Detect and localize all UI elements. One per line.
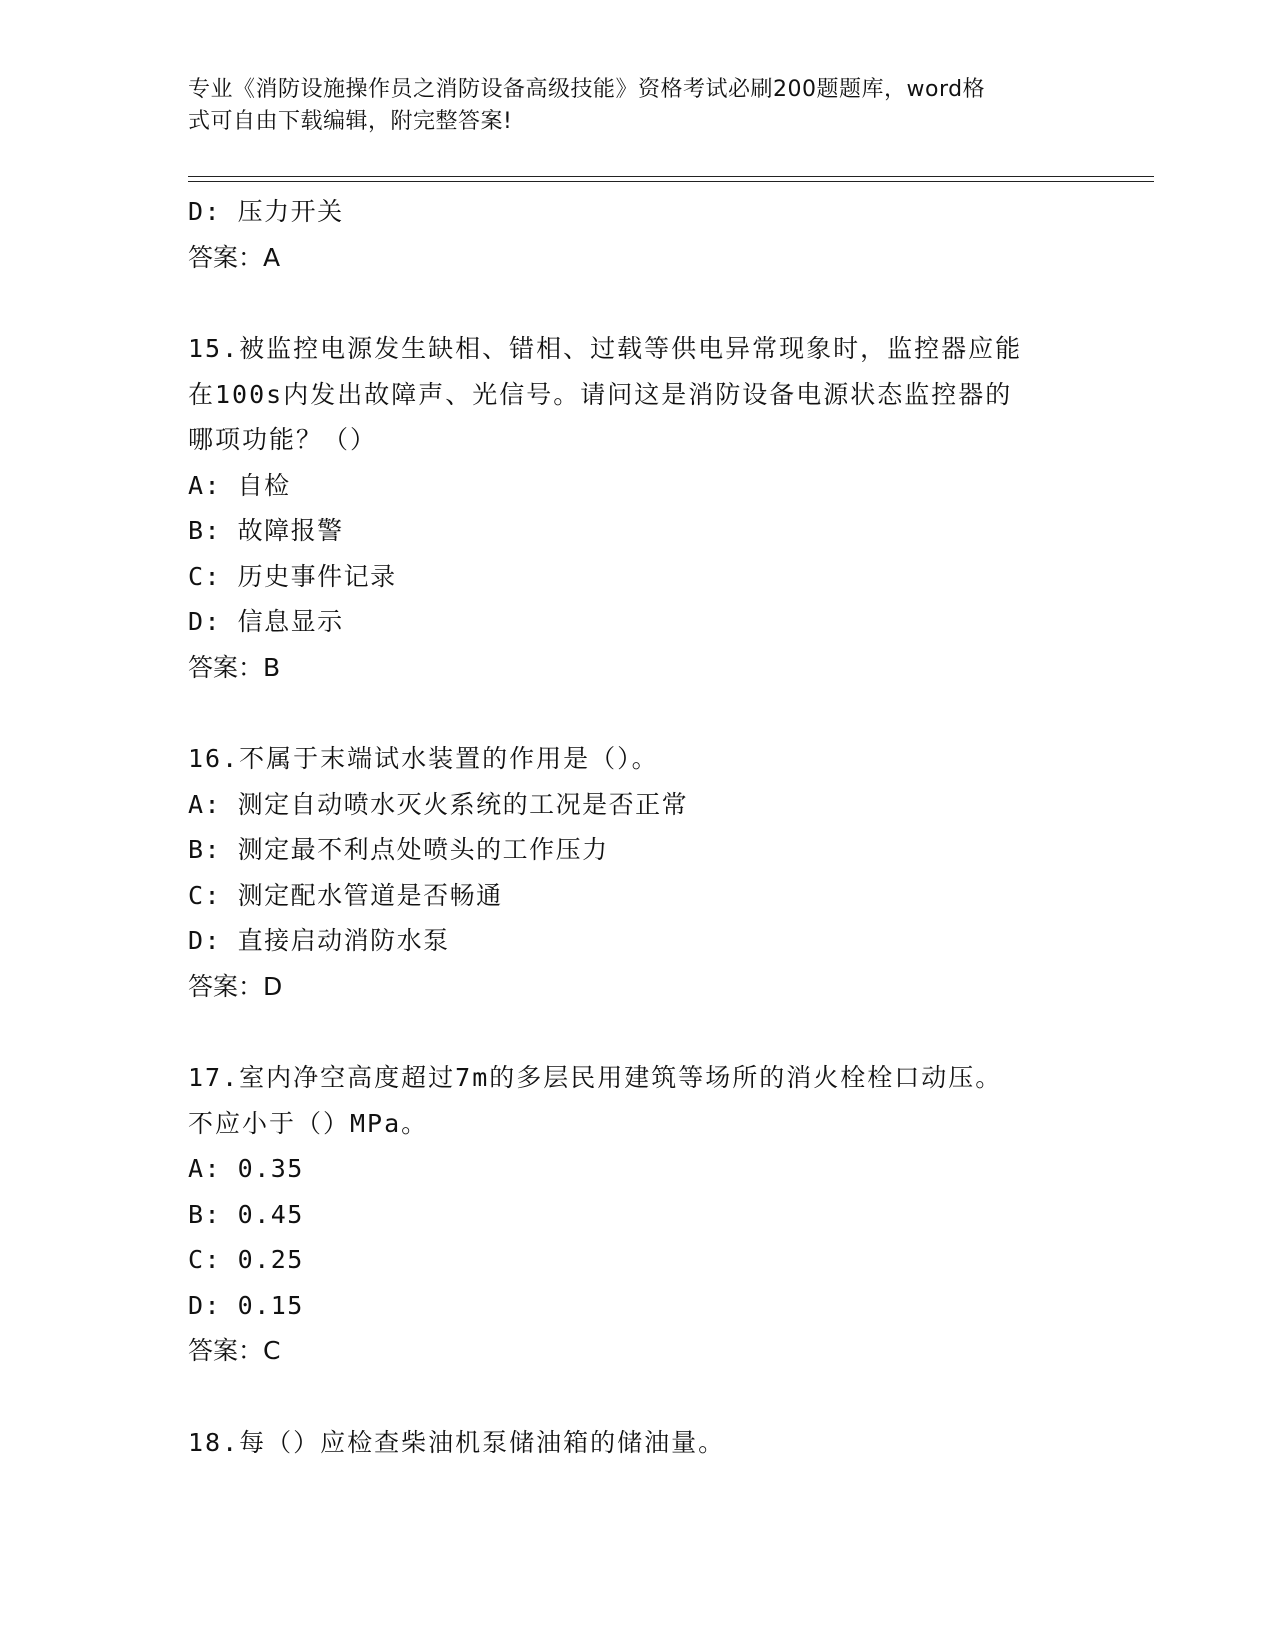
question-15-stem-line-1: 15.被监控电源发生缺相、错相、过载等供电异常现象时，监控器应能: [188, 334, 1023, 363]
question-15-option-d: D: 信息显示: [188, 607, 344, 636]
question-16-option-b: B: 测定最不利点处喷头的工作压力: [188, 835, 609, 864]
question-16-stem-line-1: 16.不属于末端试水装置的作用是（）。: [188, 744, 659, 773]
question-16: [188, 736, 1088, 1009]
prev-option-d: D: 压力开关: [188, 197, 344, 226]
question-16-option-c: C: 测定配水管道是否畅通: [188, 880, 503, 910]
question-16-option-a: A: 测定自动喷水灭火系统的工况是否正常: [188, 789, 689, 819]
question-17-option-a: A: 0.35: [188, 1154, 304, 1183]
question-17-option-c: C: 0.25: [188, 1245, 304, 1274]
header-divider-top: [188, 176, 1154, 177]
question-17-stem: [188, 1055, 1088, 1146]
question-18-stem: [188, 1420, 1088, 1466]
page-header: [188, 74, 1068, 138]
question-15: [188, 326, 1088, 690]
question-18-stem-line-1: 18.每（）应检查柴油机泵储油箱的储油量。: [188, 1427, 726, 1457]
header-line-1: 专业《消防设施操作员之消防设备高级技能》资格考试必刷200题题库，word格: [188, 77, 986, 102]
header-line-2: 式可自由下载编辑，附完整答案!: [188, 109, 513, 134]
question-16-option-d: D: 直接启动消防水泵: [188, 926, 450, 955]
header-divider-bottom: [188, 181, 1154, 182]
question-17-stem-line-2: 不应小于（）MPa。: [188, 1108, 429, 1138]
question-17-option-b: B: 0.45: [188, 1199, 304, 1229]
question-16-answer: 答案：D: [188, 971, 283, 1001]
question-15-option-b: B: 故障报警: [188, 516, 344, 545]
question-15-answer: 答案：B: [188, 652, 281, 682]
question-15-stem-line-2: 在100s内发出故障声、光信号。请问这是消防设备电源状态监控器的: [188, 379, 1013, 409]
prev-answer: 答案：A: [188, 242, 281, 272]
spacer: [188, 1374, 1088, 1420]
question-17-stem-line-1: 17.室内净空高度超过7m的多层民用建筑等场所的消火栓栓口动压。: [188, 1063, 1003, 1092]
question-17-answer: 答案：C: [188, 1336, 281, 1365]
question-15-option-c: C: 历史事件记录: [188, 561, 397, 591]
spacer: [188, 690, 1088, 736]
question-16-stem: [188, 736, 1088, 782]
question-15-stem: [188, 326, 1088, 463]
spacer: [188, 280, 1088, 326]
question-17: [188, 1055, 1088, 1374]
question-18: [188, 1420, 1088, 1466]
question-15-option-a: A: 自检: [188, 470, 291, 500]
question-15-stem-line-3: 哪项功能？（）: [188, 425, 378, 454]
spacer: [188, 1009, 1088, 1055]
question-17-option-d: D: 0.15: [188, 1290, 304, 1320]
question-content: [188, 189, 1088, 1465]
